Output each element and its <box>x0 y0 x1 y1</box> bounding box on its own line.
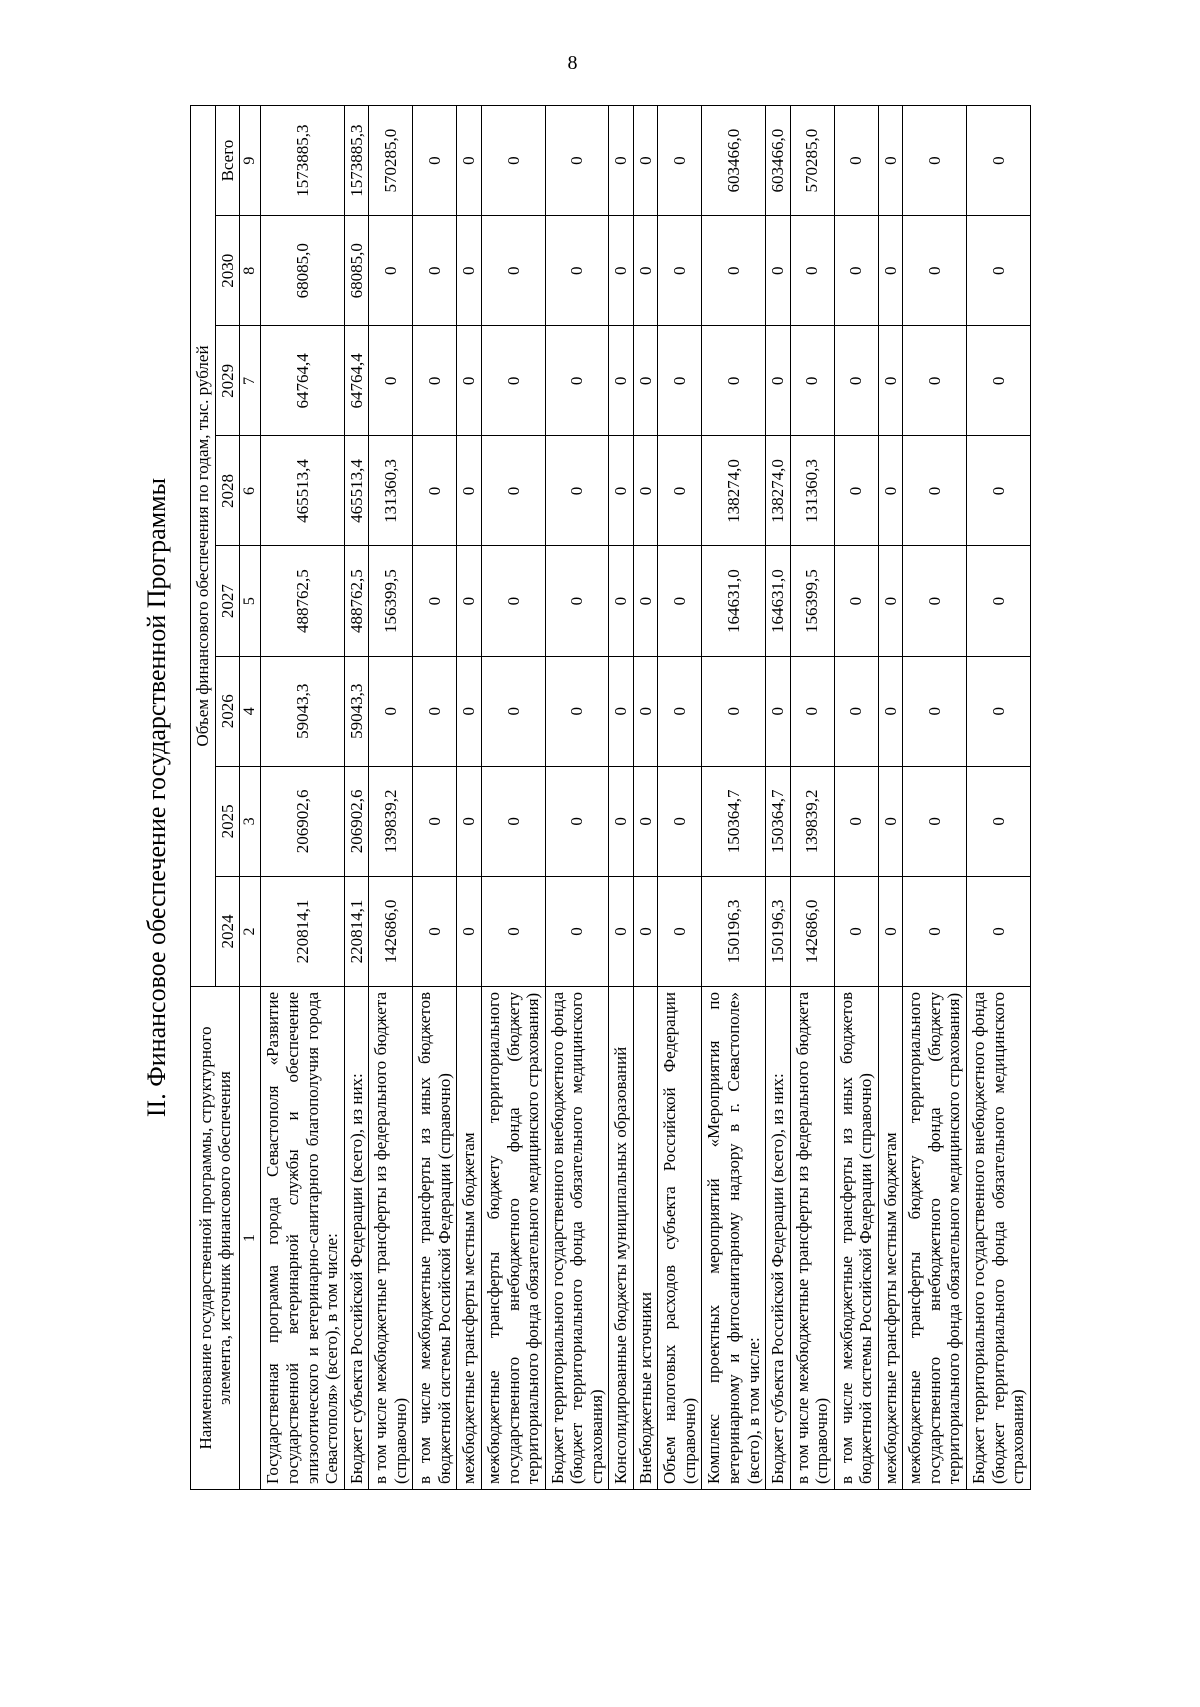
row-value: 0 <box>878 546 903 656</box>
row-value: 0 <box>609 546 634 656</box>
row-value: 0 <box>766 326 791 436</box>
row-value: 0 <box>545 326 609 436</box>
row-value: 0 <box>413 326 457 436</box>
row-label: в том числе межбюджетные трансферты из федерального бюджета (справочно) <box>790 987 834 1490</box>
row-value: 0 <box>609 656 634 766</box>
row-value: 206902,6 <box>344 766 369 876</box>
row-value: 0 <box>609 436 634 546</box>
row-value: 0 <box>702 656 766 766</box>
row-value: 0 <box>481 326 545 436</box>
finance-table-head <box>191 106 261 1490</box>
row-value: 465513,4 <box>261 436 344 546</box>
row-value: 0 <box>457 656 482 766</box>
row-label: Консолидированные бюджеты муниципальных образований <box>609 987 634 1490</box>
row-value: 150196,3 <box>702 876 766 986</box>
row-value: 0 <box>545 876 609 986</box>
table-row <box>261 106 344 1490</box>
row-value: 603466,0 <box>766 106 791 216</box>
row-value: 142686,0 <box>369 876 413 986</box>
row-value: 0 <box>878 436 903 546</box>
row-value: 0 <box>834 216 878 326</box>
year-column-header: 2026 <box>215 656 240 766</box>
year-column-header: Всего <box>215 106 240 216</box>
table-row <box>966 106 1030 1490</box>
row-value: 0 <box>834 766 878 876</box>
finance-table <box>190 105 1031 1490</box>
header-group-title: Объем финансового обеспечения по годам, тыс. рублей <box>191 106 216 987</box>
row-value: 0 <box>658 546 702 656</box>
row-value: 0 <box>457 766 482 876</box>
table-row <box>344 106 369 1490</box>
header-name-column: Наименование государственной программы, структурного элемента, источник финансового обеспечения <box>191 987 240 1490</box>
row-value: 570285,0 <box>790 106 834 216</box>
row-value: 0 <box>834 546 878 656</box>
row-value: 0 <box>481 656 545 766</box>
row-value: 488762,5 <box>344 546 369 656</box>
row-value: 64764,4 <box>261 326 344 436</box>
row-value: 0 <box>413 546 457 656</box>
row-value: 0 <box>903 656 967 766</box>
row-value: 488762,5 <box>261 546 344 656</box>
row-label: межбюджетные трансферты местным бюджетам <box>878 987 903 1490</box>
row-value: 0 <box>834 436 878 546</box>
row-value: 0 <box>658 766 702 876</box>
row-value: 0 <box>457 106 482 216</box>
row-value: 131360,3 <box>790 436 834 546</box>
column-number: 7 <box>240 326 261 436</box>
row-value: 603466,0 <box>702 106 766 216</box>
column-number: 5 <box>240 546 261 656</box>
row-value: 1573885,3 <box>261 106 344 216</box>
row-value: 0 <box>413 106 457 216</box>
row-value: 164631,0 <box>766 546 791 656</box>
row-value: 0 <box>609 216 634 326</box>
row-value: 0 <box>658 656 702 766</box>
table-row <box>790 106 834 1490</box>
table-row <box>702 106 766 1490</box>
row-value: 0 <box>369 656 413 766</box>
row-value: 0 <box>481 546 545 656</box>
row-value: 0 <box>658 216 702 326</box>
row-value: 0 <box>903 876 967 986</box>
row-value: 150196,3 <box>766 876 791 986</box>
year-column-header: 2024 <box>215 876 240 986</box>
row-value: 0 <box>658 106 702 216</box>
row-value: 0 <box>481 106 545 216</box>
table-row <box>481 106 545 1490</box>
table-row <box>413 106 457 1490</box>
row-value: 0 <box>545 766 609 876</box>
row-value: 0 <box>545 436 609 546</box>
row-value: 206902,6 <box>261 766 344 876</box>
row-value: 0 <box>966 106 1030 216</box>
row-value: 0 <box>702 326 766 436</box>
row-value: 0 <box>413 216 457 326</box>
row-value: 0 <box>413 436 457 546</box>
row-value: 0 <box>966 436 1030 546</box>
row-value: 0 <box>413 656 457 766</box>
row-value: 0 <box>633 216 658 326</box>
row-value: 0 <box>457 326 482 436</box>
row-value: 0 <box>545 656 609 766</box>
row-label: в том числе межбюджетные трансферты из иных бюджетов бюджетной системы Российской Федерации (справочно) <box>834 987 878 1490</box>
row-value: 0 <box>633 876 658 986</box>
row-value: 64764,4 <box>344 326 369 436</box>
row-value: 68085,0 <box>261 216 344 326</box>
row-value: 0 <box>966 216 1030 326</box>
row-value: 142686,0 <box>790 876 834 986</box>
row-value: 0 <box>545 106 609 216</box>
row-value: 0 <box>633 106 658 216</box>
row-value: 1573885,3 <box>344 106 369 216</box>
row-value: 138274,0 <box>766 436 791 546</box>
table-row <box>369 106 413 1490</box>
table-row <box>766 106 791 1490</box>
row-value: 0 <box>878 656 903 766</box>
row-value: 0 <box>903 106 967 216</box>
row-value: 156399,5 <box>790 546 834 656</box>
row-label: межбюджетные трансферты бюджету территориального государственного внебюджетного фонда (бюджету территориального фонда обязательного медицинского страхования) <box>903 987 967 1490</box>
row-value: 0 <box>413 766 457 876</box>
header-row-numbering <box>240 106 261 1490</box>
row-value: 0 <box>903 326 967 436</box>
table-row <box>609 106 634 1490</box>
table-row <box>878 106 903 1490</box>
table-row <box>545 106 609 1490</box>
column-number: 9 <box>240 106 261 216</box>
row-value: 0 <box>966 766 1030 876</box>
row-value: 0 <box>481 876 545 986</box>
row-value: 59043,3 <box>344 656 369 766</box>
row-value: 0 <box>658 436 702 546</box>
row-value: 0 <box>834 876 878 986</box>
row-value: 220814,1 <box>344 876 369 986</box>
row-value: 0 <box>790 326 834 436</box>
row-value: 0 <box>609 106 634 216</box>
row-value: 465513,4 <box>344 436 369 546</box>
column-number: 4 <box>240 656 261 766</box>
row-label: в том числе межбюджетные трансферты из иных бюджетов бюджетной системы Российской Федерации (справочно) <box>413 987 457 1490</box>
section-title: II. Финансовое обеспечение государственной Программы <box>142 477 171 1118</box>
row-value: 164631,0 <box>702 546 766 656</box>
row-value: 0 <box>878 106 903 216</box>
row-value: 0 <box>903 216 967 326</box>
row-value: 0 <box>457 876 482 986</box>
row-value: 0 <box>633 436 658 546</box>
table-row <box>834 106 878 1490</box>
row-value: 0 <box>658 876 702 986</box>
year-column-header: 2027 <box>215 546 240 656</box>
row-value: 139839,2 <box>790 766 834 876</box>
year-column-header: 2030 <box>215 216 240 326</box>
row-value: 0 <box>702 216 766 326</box>
row-label: Объем налоговых расходов субъекта Российской Федерации (справочно) <box>658 987 702 1490</box>
row-value: 0 <box>766 656 791 766</box>
row-value: 0 <box>481 766 545 876</box>
year-column-header: 2025 <box>215 766 240 876</box>
row-value: 0 <box>878 876 903 986</box>
row-value: 0 <box>369 216 413 326</box>
header-row-group <box>191 106 216 1490</box>
row-label: Бюджет субъекта Российской Федерации (всего), из них: <box>344 987 369 1490</box>
row-value: 138274,0 <box>702 436 766 546</box>
row-label: межбюджетные трансферты бюджету территориального государственного внебюджетного фонда (бюджету территориального фонда обязательного медицинского страхования) <box>481 987 545 1490</box>
row-value: 0 <box>481 436 545 546</box>
column-number: 6 <box>240 436 261 546</box>
row-value: 0 <box>878 326 903 436</box>
row-label: Внебюджетные источники <box>633 987 658 1490</box>
row-value: 150364,7 <box>766 766 791 876</box>
row-value: 0 <box>545 216 609 326</box>
row-value: 0 <box>457 546 482 656</box>
row-value: 0 <box>878 766 903 876</box>
row-label: в том числе межбюджетные трансферты из федерального бюджета (справочно) <box>369 987 413 1490</box>
row-value: 0 <box>834 656 878 766</box>
row-value: 0 <box>790 216 834 326</box>
table-row <box>903 106 967 1490</box>
row-value: 0 <box>658 326 702 436</box>
row-value: 0 <box>903 436 967 546</box>
row-label: Бюджет территориального государственного внебюджетного фонда (бюджет территориального фонда обязательного медицинского страхования) <box>966 987 1030 1490</box>
row-value: 0 <box>834 326 878 436</box>
row-value: 0 <box>609 876 634 986</box>
row-value: 0 <box>834 106 878 216</box>
row-value: 0 <box>545 546 609 656</box>
row-label: Государственная программа города Севастополя «Развитие государственной ветеринарной службы и обеспечение эпизоотического и ветеринарно-санитарного благополучия города Севастополя» (всего), в том числе: <box>261 987 344 1490</box>
row-value: 68085,0 <box>344 216 369 326</box>
row-value: 0 <box>966 656 1030 766</box>
year-column-header: 2028 <box>215 436 240 546</box>
row-label: Комплекс проектных мероприятий «Мероприятия по ветеринарному и фитосанитарному надзору в г. Севастополе» (всего), в том числе: <box>702 987 766 1490</box>
row-value: 570285,0 <box>369 106 413 216</box>
rotated-content <box>138 105 1040 1490</box>
row-value: 0 <box>766 216 791 326</box>
row-value: 0 <box>966 546 1030 656</box>
row-value: 0 <box>878 216 903 326</box>
row-label: межбюджетные трансферты местным бюджетам <box>457 987 482 1490</box>
column-number: 8 <box>240 216 261 326</box>
table-row <box>633 106 658 1490</box>
row-value: 0 <box>481 216 545 326</box>
row-value: 220814,1 <box>261 876 344 986</box>
column-number: 3 <box>240 766 261 876</box>
row-value: 0 <box>369 326 413 436</box>
year-column-header: 2029 <box>215 326 240 436</box>
table-row <box>658 106 702 1490</box>
table-row <box>457 106 482 1490</box>
row-value: 0 <box>413 876 457 986</box>
row-value: 0 <box>457 436 482 546</box>
page-number: 8 <box>567 52 578 74</box>
row-value: 59043,3 <box>261 656 344 766</box>
row-value: 156399,5 <box>369 546 413 656</box>
row-value: 0 <box>966 876 1030 986</box>
row-value: 0 <box>633 546 658 656</box>
row-value: 0 <box>966 326 1030 436</box>
column-number: 2 <box>240 876 261 986</box>
column-number: 1 <box>240 987 261 1490</box>
row-value: 150364,7 <box>702 766 766 876</box>
row-value: 0 <box>903 546 967 656</box>
row-value: 131360,3 <box>369 436 413 546</box>
row-value: 0 <box>633 656 658 766</box>
row-value: 139839,2 <box>369 766 413 876</box>
row-value: 0 <box>609 766 634 876</box>
row-value: 0 <box>633 326 658 436</box>
row-label: Бюджет территориального государственного внебюджетного фонда (бюджет территориального фонда обязательного медицинского страхования) <box>545 987 609 1490</box>
finance-table-body <box>261 106 1030 1490</box>
row-value: 0 <box>633 766 658 876</box>
row-value: 0 <box>609 326 634 436</box>
row-label: Бюджет субъекта Российской Федерации (всего), из них: <box>766 987 791 1490</box>
row-value: 0 <box>903 766 967 876</box>
row-value: 0 <box>457 216 482 326</box>
row-value: 0 <box>790 656 834 766</box>
